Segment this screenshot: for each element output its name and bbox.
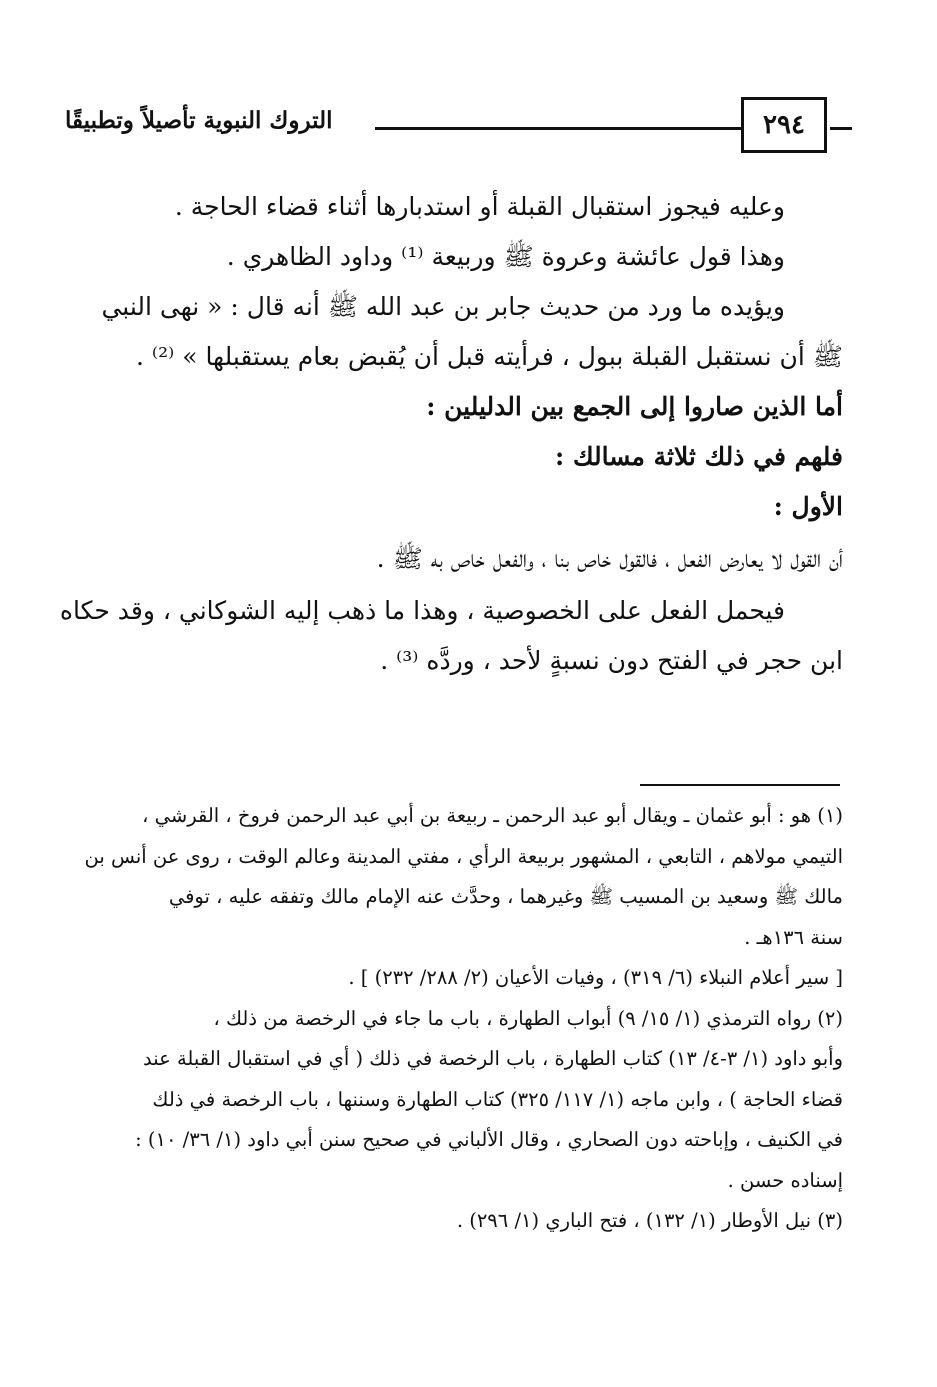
footnote-line: وأبو داود (١/ ٣-٤/ ١٣) كتاب الطهارة ، باب الرخصة في ذلك ( أي في استقبال القبلة عند [142, 1047, 843, 1070]
section-heading: أما الذين صاروا إلى الجمع بين الدليلين : [426, 392, 843, 421]
paragraph-line: أن القول لا يعارض الفعل ، فالقول خاص بنا ، والفعل خاص به ﷺ . [376, 544, 843, 573]
footnote-line: [ سير أعلام النبلاء (٦/ ٣١٩) ، وفيات الأعيان (٢/ ٢٨٨/ ٢٣٢) ] . [348, 966, 843, 989]
paragraph-line: ابن حجر في الفتح دون نسبةٍ لأحد ، وردَّه ⁽³⁾ . [380, 646, 843, 675]
running-title: التروك النبوية تأصيلاً وتطبيقًا [65, 107, 333, 134]
page-header [55, 95, 845, 155]
footnote-line: إسناده حسن . [727, 1168, 843, 1192]
paragraph-line: وهذا قول عائشة وعروة ﷺ وربيعة ⁽¹⁾ وداود الظاهري . [226, 242, 785, 271]
footnote-line: (٣) نيل الأوطار (١/ ١٣٢) ، فتح الباري (١/ ٢٩٦) . [456, 1209, 843, 1232]
footnote-line: (٢) رواه الترمذي (١/ ١٥/ ٩) أبواب الطهارة ، باب ما جاء في الرخصة من ذلك ، [213, 1006, 843, 1030]
footnote-line: التيمي مولاهم ، التابعي ، المشهور بربيعة الرأي ، مفتي المدينة وعالم الوقت ، روى عن أنس بن [84, 844, 843, 868]
footnotes [60, 800, 843, 1246]
footnote-line: (١) هو : أبو عثمان ـ ويقال أبو عبد الرحمن ـ ربيعة بن أبي عبد الرحمن فروخ ، القرشي ، [142, 804, 843, 827]
section-heading: فلهم في ذلك ثلاثة مسالك : [555, 442, 843, 471]
footnote-line: قضاء الحاجة ) ، وابن ماجه (١/ ١١٧/ ٣٢٥) كتاب الطهارة وسننها ، باب الرخصة في ذلك [152, 1087, 843, 1111]
paragraph-line: فيحمل الفعل على الخصوصية ، وهذا ما ذهب إليه الشوكاني ، وقد حكاه [59, 596, 785, 625]
footnote-separator [640, 784, 840, 786]
header-rule [375, 127, 775, 130]
page-number: ٢٩٤ [741, 97, 827, 153]
footnote-line: مالك ﷺ وسعيد بن المسيب ﷺ وغيرهما ، وحدَّث عنه الإمام مالك وتفقه عليه ، توفي [168, 885, 843, 908]
main-text [60, 188, 843, 692]
footnote-line: في الكنيف ، وإباحته دون الصحاري ، وقال الألباني في صحيح سنن أبي داود (١/ ٣٦/ ١٠) : [135, 1128, 843, 1151]
section-heading: الأول : [773, 492, 843, 521]
paragraph-line: ﷺ أن نستقبل القبلة ببول ، فرأيته قبل أن يُقبض بعام يستقبلها » ⁽²⁾ . [136, 342, 843, 371]
footnote-line: سنة ١٣٦هـ . [744, 925, 843, 949]
header-rule-right [830, 127, 852, 130]
paragraph-line: وعليه فيجوز استقبال القبلة أو استدبارها أثناء قضاء الحاجة . [174, 192, 785, 221]
paragraph-line: ويؤيده ما ورد من حديث جابر بن عبد الله ﷺ أنه قال : « نهى النبي [101, 292, 785, 321]
